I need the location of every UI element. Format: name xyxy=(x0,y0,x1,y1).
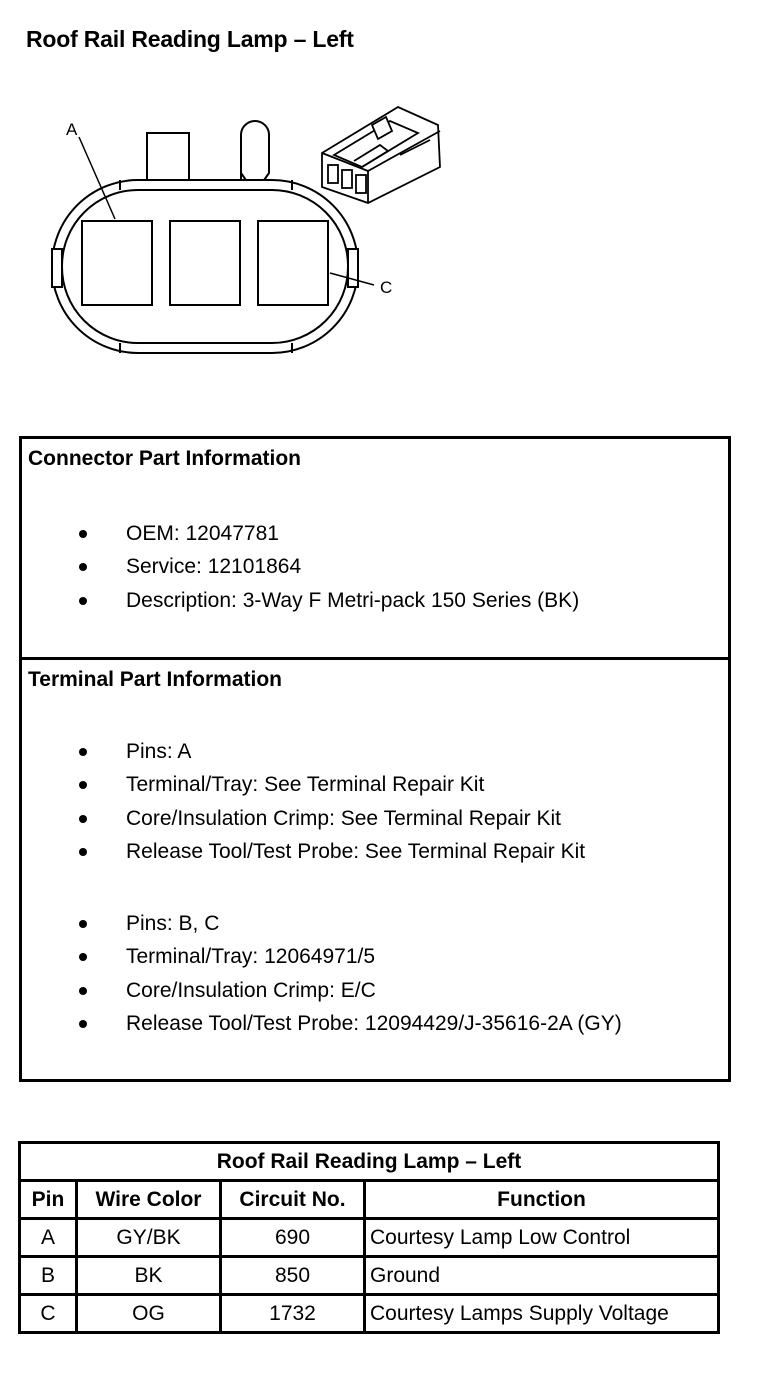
connector-info-list xyxy=(22,517,579,617)
terminal-info-list-pins-bc xyxy=(22,907,622,1040)
cell-wire-color: GY/BK xyxy=(77,1219,221,1257)
list-item: Release Tool/Test Probe: See Terminal Repair Kit xyxy=(22,835,585,868)
table-row xyxy=(20,1257,719,1295)
cell-pin: A xyxy=(20,1219,77,1257)
cell-wire-color: OG xyxy=(77,1295,221,1333)
page-title: Roof Rail Reading Lamp – Left xyxy=(26,26,354,52)
table-row xyxy=(20,1295,719,1333)
list-item: Core/Insulation Crimp: E/C xyxy=(22,974,622,1007)
label-c: C xyxy=(380,278,393,297)
header-function: Function xyxy=(365,1181,719,1219)
connector-isometric-view xyxy=(322,107,440,203)
list-item: Description: 3-Way F Metri-pack 150 Series (BK) xyxy=(22,584,579,617)
terminal-info-heading: Terminal Part Information xyxy=(28,668,282,691)
list-item: Terminal/Tray: See Terminal Repair Kit xyxy=(22,768,585,801)
list-item: Core/Insulation Crimp: See Terminal Repair Kit xyxy=(22,802,585,835)
terminal-part-info-section xyxy=(22,660,728,1079)
pin-assignment-table xyxy=(18,1141,720,1334)
connector-latch-tab xyxy=(147,133,189,185)
connector-part-info-section xyxy=(22,439,728,660)
connector-outer-body xyxy=(52,180,358,353)
cell-function: Courtesy Lamp Low Control xyxy=(365,1219,719,1257)
label-a: A xyxy=(66,120,78,139)
cell-circuit-no: 1732 xyxy=(221,1295,365,1333)
cell-wire-color: BK xyxy=(77,1257,221,1295)
header-pin: Pin xyxy=(20,1181,77,1219)
list-item: Pins: A xyxy=(22,735,585,768)
connector-info-heading: Connector Part Information xyxy=(28,447,302,470)
list-item: OEM: 12047781 xyxy=(22,517,579,550)
connector-face-diagram xyxy=(0,95,480,375)
header-wire-color: Wire Color xyxy=(77,1181,221,1219)
cell-function: Ground xyxy=(365,1257,719,1295)
terminal-info-list-pin-a xyxy=(22,735,585,868)
table-row xyxy=(20,1219,719,1257)
cell-circuit-no: 850 xyxy=(221,1257,365,1295)
list-item: Release Tool/Test Probe: 12094429/J-35616-2A (GY) xyxy=(22,1007,622,1040)
part-information-box xyxy=(19,436,731,1082)
list-item: Service: 12101864 xyxy=(22,550,579,583)
list-item: Pins: B, C xyxy=(22,907,622,940)
list-item: Terminal/Tray: 12064971/5 xyxy=(22,940,622,973)
table-header-row xyxy=(20,1181,719,1219)
header-circuit-no: Circuit No. xyxy=(221,1181,365,1219)
cell-pin: C xyxy=(20,1295,77,1333)
cell-function: Courtesy Lamps Supply Voltage xyxy=(365,1295,719,1333)
cell-pin: B xyxy=(20,1257,77,1295)
cell-circuit-no: 690 xyxy=(221,1219,365,1257)
table-title-row xyxy=(20,1143,719,1181)
table-title: Roof Rail Reading Lamp – Left xyxy=(20,1143,719,1181)
